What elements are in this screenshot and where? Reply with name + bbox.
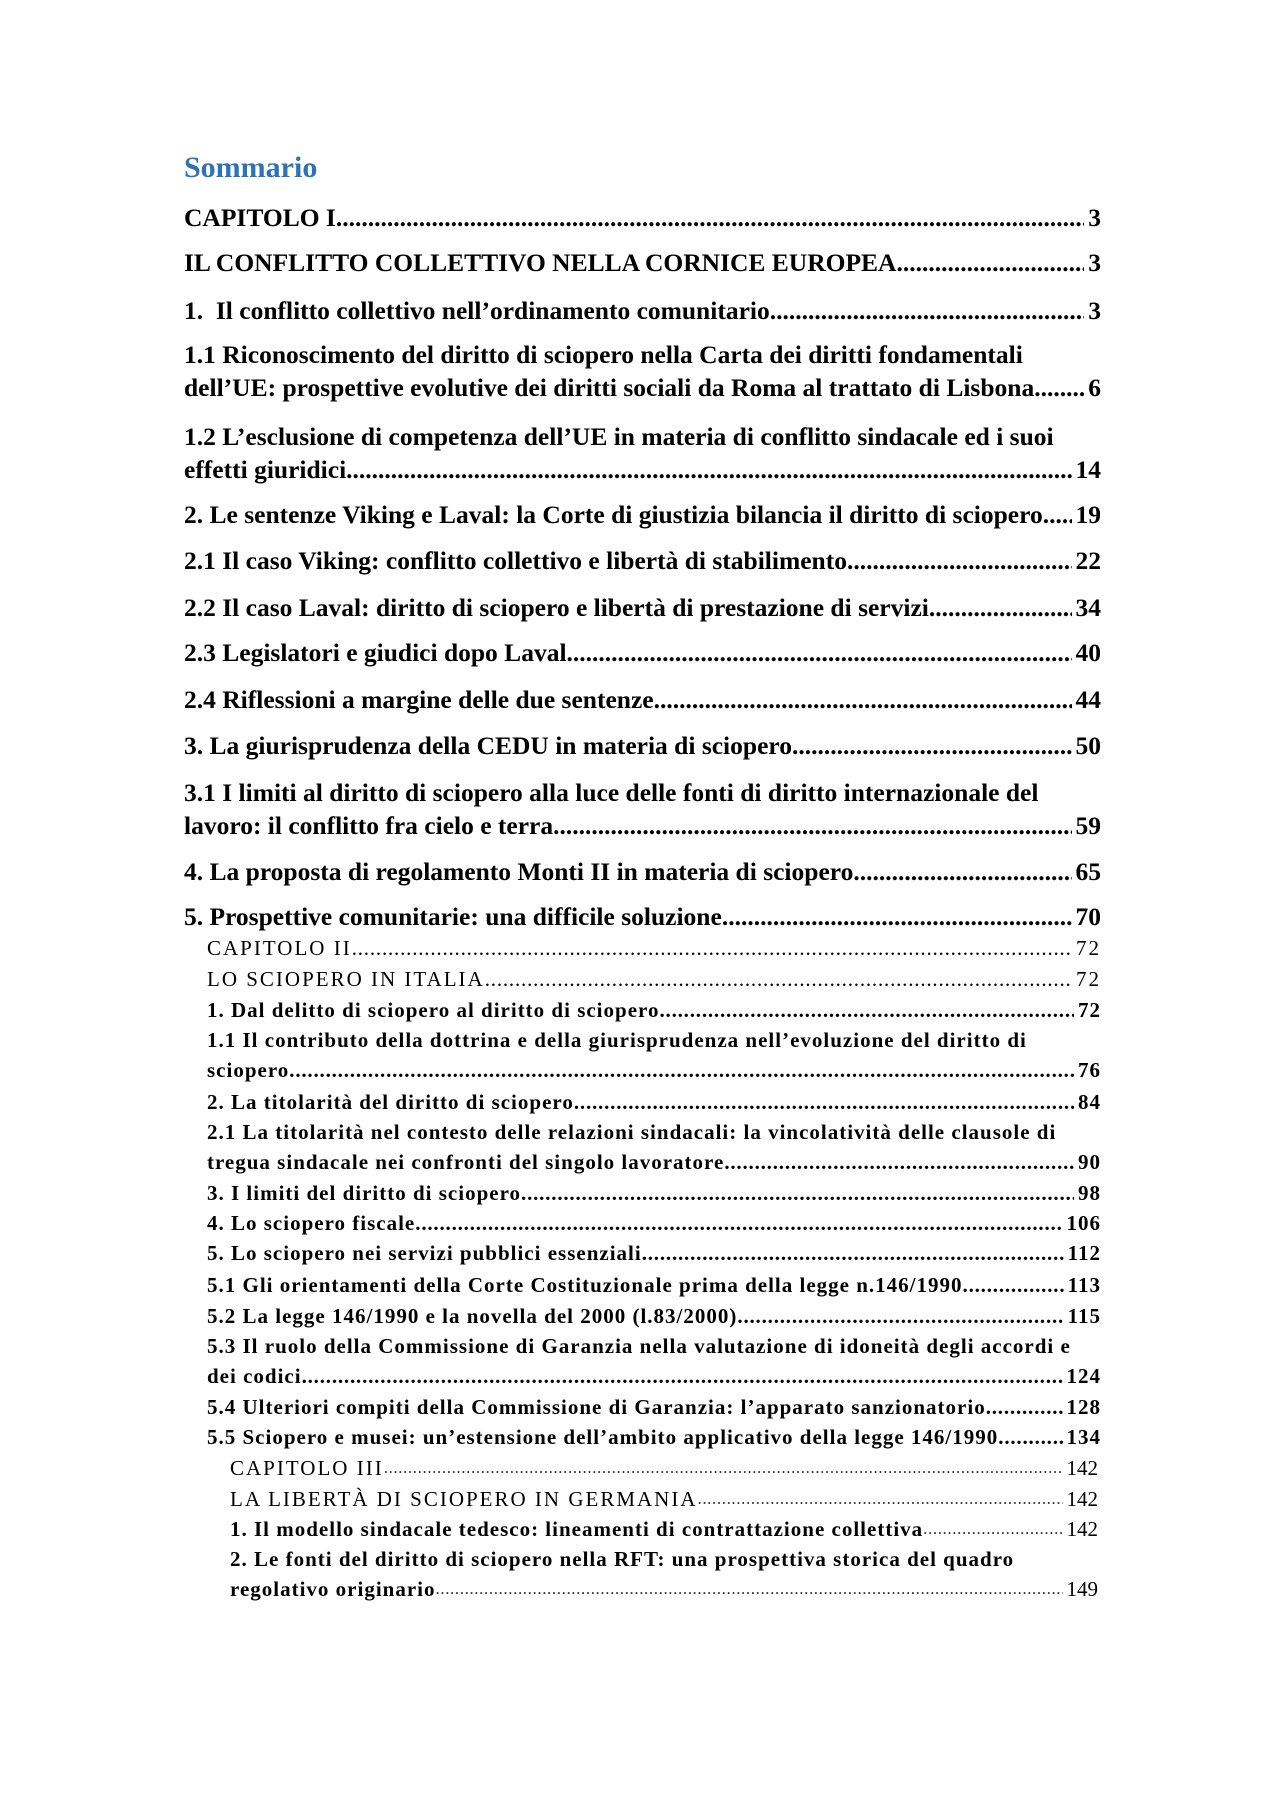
toc-entry-title: 5.2 La legge 146/1990 e la novella del 2000 (l.83/2000) ..... — [207, 1304, 737, 1328]
toc-entry-title: 2.1 La titolarità nel contesto delle relazioni sindacali: la vincolatività delle clausole di tregua sindacale nei confronti del singolo lavoratore ..... — [207, 1120, 1063, 1174]
toc-page-number: 70 — [1072, 900, 1102, 933]
toc-entry-title: LA LIBERTÀ DI SCIOPERO IN GERMANIA ..... — [230, 1487, 697, 1511]
toc-entry-title: 2.4 Riflessioni a margine delle due sentenze ..... — [184, 685, 654, 714]
toc-entry[interactable] — [184, 636, 1101, 669]
toc-entry[interactable] — [207, 1392, 1101, 1422]
toc-page-number: 34 — [1072, 591, 1102, 624]
toc-entry-title: 1. Il modello sindacale tedesco: lineamenti di contrattazione collettiva ..... — [230, 1517, 923, 1541]
toc-entry[interactable] — [184, 855, 1101, 888]
toc-entry[interactable] — [230, 1484, 1098, 1514]
toc-entry[interactable] — [184, 294, 1101, 327]
toc-page-number: 142 — [1063, 1514, 1099, 1544]
toc-page-number: 98 — [1074, 1178, 1101, 1208]
toc-entry-title: 5.5 Sciopero e musei: un’estensione dell’ambito applicativo della legge 146/1990 ..... — [207, 1425, 998, 1449]
toc-page-number: 142 — [1063, 1453, 1099, 1483]
toc-entry-title: 5.4 Ulteriori compiti della Commissione di Garanzia: l’apparato sanzionatorio ..... — [207, 1395, 986, 1419]
toc-entry[interactable] — [230, 1453, 1098, 1483]
toc-entry[interactable] — [184, 683, 1101, 716]
toc-entry[interactable] — [230, 1544, 1098, 1604]
toc-entry[interactable] — [230, 1514, 1098, 1544]
toc-page-number: 134 — [1063, 1422, 1102, 1452]
toc-page-number: 50 — [1072, 729, 1102, 762]
toc-entry[interactable] — [207, 1270, 1101, 1300]
toc-entry[interactable] — [207, 1087, 1101, 1117]
toc-entry-title: 1.2 L’esclusione di competenza dell’UE in materia di conflitto sindacale ed i suoi effetti giuridici ..... — [184, 422, 1060, 484]
toc-entry-title: 2. Le fonti del diritto di sciopero nella RFT: una prospettiva storica del quadro regolativo originario ..... — [230, 1547, 1020, 1601]
toc-entry-title: 2.1 Il caso Viking: conflitto collettivo e libertà di stabilimento ..... — [184, 546, 847, 575]
toc-entry-title: 3. I limiti del diritto di sciopero ..... — [207, 1181, 521, 1205]
toc-page-number: 72 — [1074, 995, 1101, 1025]
toc-entry-title: 2. Le sentenze Viking e Laval: la Corte di giustizia bilancia il diritto di sciopero ..... — [184, 500, 1043, 529]
toc-page-number: 84 — [1074, 1087, 1101, 1117]
toc-entry-title: 4. Lo sciopero fiscale ..... — [207, 1211, 415, 1235]
toc-entry-title: 3. La giurisprudenza della CEDU in materia di sciopero ..... — [184, 731, 792, 760]
toc-entry-title: 5.3 Il ruolo della Commissione di Garanzia nella valutazione di idoneità degli accordi e dei codici ..... — [207, 1334, 1077, 1388]
toc-page-number: 59 — [1072, 809, 1102, 842]
toc-entry[interactable] — [207, 1208, 1101, 1238]
toc-page-number: 3 — [1084, 294, 1101, 327]
toc-entry-title: IL CONFLITTO COLLETTIVO NELLA CORNICE EUROPEA ..... — [184, 248, 896, 277]
toc-entry[interactable] — [184, 591, 1101, 624]
toc-entry-title: LO SCIOPERO IN ITALIA ..... — [207, 967, 485, 991]
toc-entry-title: 1. Il conflitto collettivo nell’ordinamento comunitario ..... — [184, 296, 770, 325]
toc-page-number: 76 — [1074, 1055, 1101, 1085]
toc-entry[interactable] — [207, 1117, 1101, 1177]
toc-page-number: 124 — [1063, 1361, 1102, 1391]
toc-page-number: 14 — [1072, 453, 1102, 486]
toc-page-number: 65 — [1072, 855, 1102, 888]
toc-page-number: 6 — [1084, 371, 1101, 404]
toc-entry-title: 5. Lo sciopero nei servizi pubblici essenziali ..... — [207, 1241, 642, 1265]
toc-page-number: 106 — [1063, 1208, 1102, 1238]
toc-page-number: 112 — [1064, 1238, 1101, 1268]
toc-heading: Sommario — [184, 151, 318, 184]
toc-entry[interactable] — [207, 1238, 1101, 1268]
toc-entry[interactable] — [207, 1178, 1101, 1208]
toc-entry-title: 5.1 Gli orientamenti della Corte Costituzionale prima della legge n.146/1990 ..... — [207, 1273, 963, 1297]
toc-entry[interactable] — [184, 420, 1101, 486]
toc-entry[interactable] — [184, 544, 1101, 577]
toc-page-number: 90 — [1074, 1147, 1101, 1177]
toc-entry-title: 5. Prospettive comunitarie: una difficile soluzione ..... — [184, 902, 722, 931]
toc-page-number: 44 — [1072, 683, 1102, 716]
toc-page-number: 72 — [1072, 964, 1101, 994]
toc-entry-title: 1.1 Il contributo della dottrina e della giurisprudenza nell’evoluzione del diritto di sciopero ..... — [207, 1028, 1033, 1082]
toc-page-number: 113 — [1064, 1270, 1101, 1300]
toc-entry[interactable] — [184, 201, 1101, 234]
toc-page-number: 142 — [1063, 1484, 1099, 1514]
toc-page-number: 128 — [1063, 1392, 1102, 1422]
toc-entry-title: 1.1 Riconoscimento del diritto di sciopero nella Carta dei diritti fondamentali dell’UE: prospettive evolutive dei diritti sociali da Roma al trattato di Lisbona ..... — [184, 340, 1034, 402]
toc-page-number: 22 — [1072, 544, 1102, 577]
toc-entry[interactable] — [184, 729, 1101, 762]
toc-entry[interactable] — [184, 338, 1101, 404]
toc-entry[interactable] — [207, 1331, 1101, 1391]
toc-page-number: 3 — [1084, 246, 1101, 279]
toc-entry-title: 3.1 I limiti al diritto di sciopero alla luce delle fonti di diritto internazionale del lavoro: il conflitto fra cielo e terra ..... — [184, 778, 1045, 840]
toc-entry-title: 2.3 Legislatori e giudici dopo Laval ..... — [184, 638, 567, 667]
toc-page-number: 72 — [1072, 933, 1101, 963]
toc-entry[interactable] — [184, 246, 1101, 279]
toc-entry[interactable] — [207, 1301, 1101, 1331]
toc-page-number: 3 — [1084, 201, 1101, 234]
toc-entry-title: 1. Dal delitto di sciopero al diritto di sciopero ..... — [207, 998, 659, 1022]
toc-entry-title: 2.2 Il caso Laval: diritto di sciopero e libertà di prestazione di servizi ..... — [184, 593, 929, 622]
toc-entry-title: 2. La titolarità del diritto di sciopero ..... — [207, 1090, 574, 1114]
toc-entry-title: 4. La proposta di regolamento Monti II in materia di sciopero ..... — [184, 857, 853, 886]
toc-page-number: 40 — [1072, 636, 1102, 669]
toc-entry[interactable] — [184, 900, 1101, 933]
toc-page-number: 115 — [1064, 1301, 1101, 1331]
toc-entry-title: CAPITOLO II ..... — [207, 936, 352, 960]
toc-entry[interactable] — [207, 933, 1101, 963]
toc-entry[interactable] — [184, 498, 1101, 531]
toc-entry-title: CAPITOLO III ..... — [230, 1456, 384, 1480]
toc-entry[interactable] — [184, 776, 1101, 842]
toc-entry[interactable] — [207, 1422, 1101, 1452]
toc-entry[interactable] — [207, 964, 1101, 994]
toc-entry[interactable] — [207, 1025, 1101, 1085]
toc-page-number: 149 — [1063, 1574, 1099, 1604]
toc-entry[interactable] — [207, 995, 1101, 1025]
toc-entry-title: CAPITOLO I ..... — [184, 203, 336, 232]
toc-page-number: 19 — [1072, 498, 1102, 531]
